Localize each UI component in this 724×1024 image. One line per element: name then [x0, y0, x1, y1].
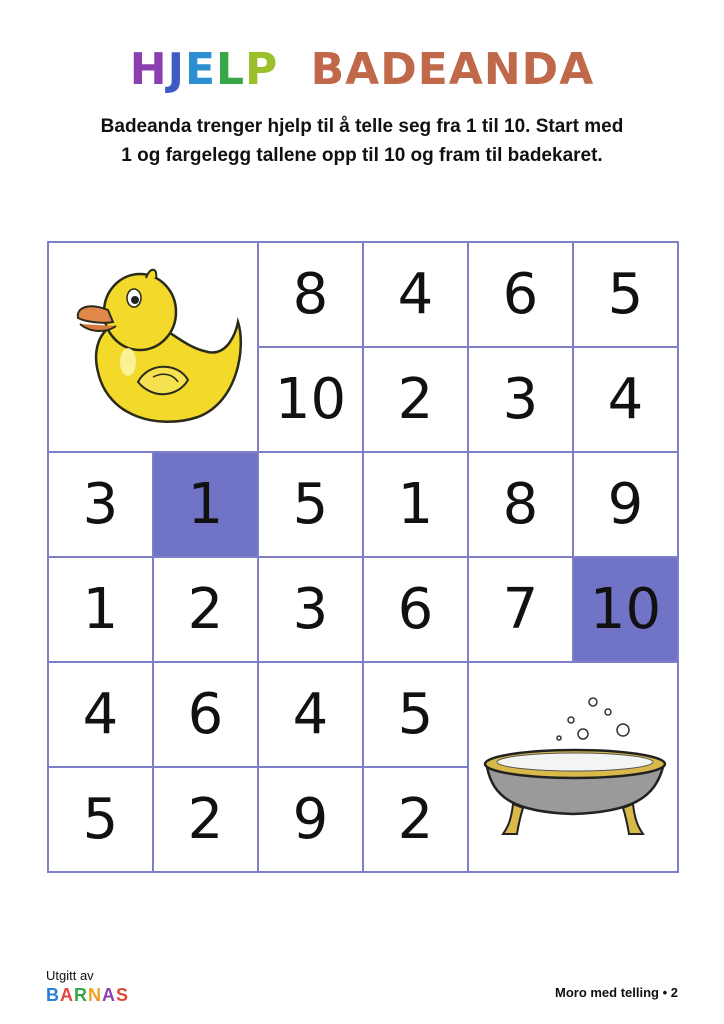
grid-cell[interactable]: 7 [468, 557, 573, 662]
grid-cell[interactable]: 2 [363, 767, 468, 872]
grid-cell[interactable]: 2 [363, 347, 468, 452]
grid-cell[interactable]: 4 [48, 662, 153, 767]
grid-cell-highlighted[interactable]: 10 [573, 557, 678, 662]
page-label: Moro med telling • 2 [554, 985, 678, 1000]
grid-cell[interactable]: 1 [48, 557, 153, 662]
title-word-hjelp: HJELP [129, 44, 279, 95]
grid-cell[interactable]: 3 [468, 347, 573, 452]
instructions-line-1: Badeanda trenger hjelp til å telle seg fra 1 til 10. Start med [100, 116, 624, 137]
grid-cell-highlighted[interactable]: 1 [153, 452, 258, 557]
grid-cell[interactable]: 8 [258, 242, 363, 347]
duck-cell [48, 242, 258, 452]
title-word-badeanda: BADEANDA [310, 44, 595, 95]
number-maze-grid [47, 241, 679, 873]
grid-cell[interactable]: 2 [153, 767, 258, 872]
grid-cell[interactable]: 6 [363, 557, 468, 662]
grid-cell[interactable]: 6 [468, 242, 573, 347]
grid-cell[interactable]: 8 [468, 452, 573, 557]
rubber-duck-icon [58, 252, 248, 442]
page-title [0, 42, 724, 98]
publisher-label: Utgitt av [46, 968, 94, 983]
grid-cell[interactable]: 5 [258, 452, 363, 557]
grid-cell[interactable]: 3 [258, 557, 363, 662]
grid-cell[interactable]: 1 [363, 452, 468, 557]
grid-cell[interactable]: 5 [48, 767, 153, 872]
publisher-credit [46, 968, 129, 1006]
grid-cell[interactable]: 10 [258, 347, 363, 452]
grid-cell[interactable]: 4 [363, 242, 468, 347]
instructions-line-2: 1 og fargelegg tallene opp til 10 og fram til badekaret. [121, 145, 603, 166]
grid-cell[interactable]: 4 [258, 662, 363, 767]
bathtub-cell [468, 662, 678, 872]
instructions [60, 112, 664, 170]
grid-cell[interactable]: 3 [48, 452, 153, 557]
grid-cell[interactable]: 9 [573, 452, 678, 557]
grid-cell[interactable]: 5 [573, 242, 678, 347]
grid-cell[interactable]: 5 [363, 662, 468, 767]
grid-cell[interactable]: 6 [153, 662, 258, 767]
barnas-logo: BARNAS [46, 985, 130, 1005]
grid-cell[interactable]: 4 [573, 347, 678, 452]
bathtub-icon [473, 672, 673, 862]
grid-cell[interactable]: 2 [153, 557, 258, 662]
grid-cell[interactable]: 9 [258, 767, 363, 872]
